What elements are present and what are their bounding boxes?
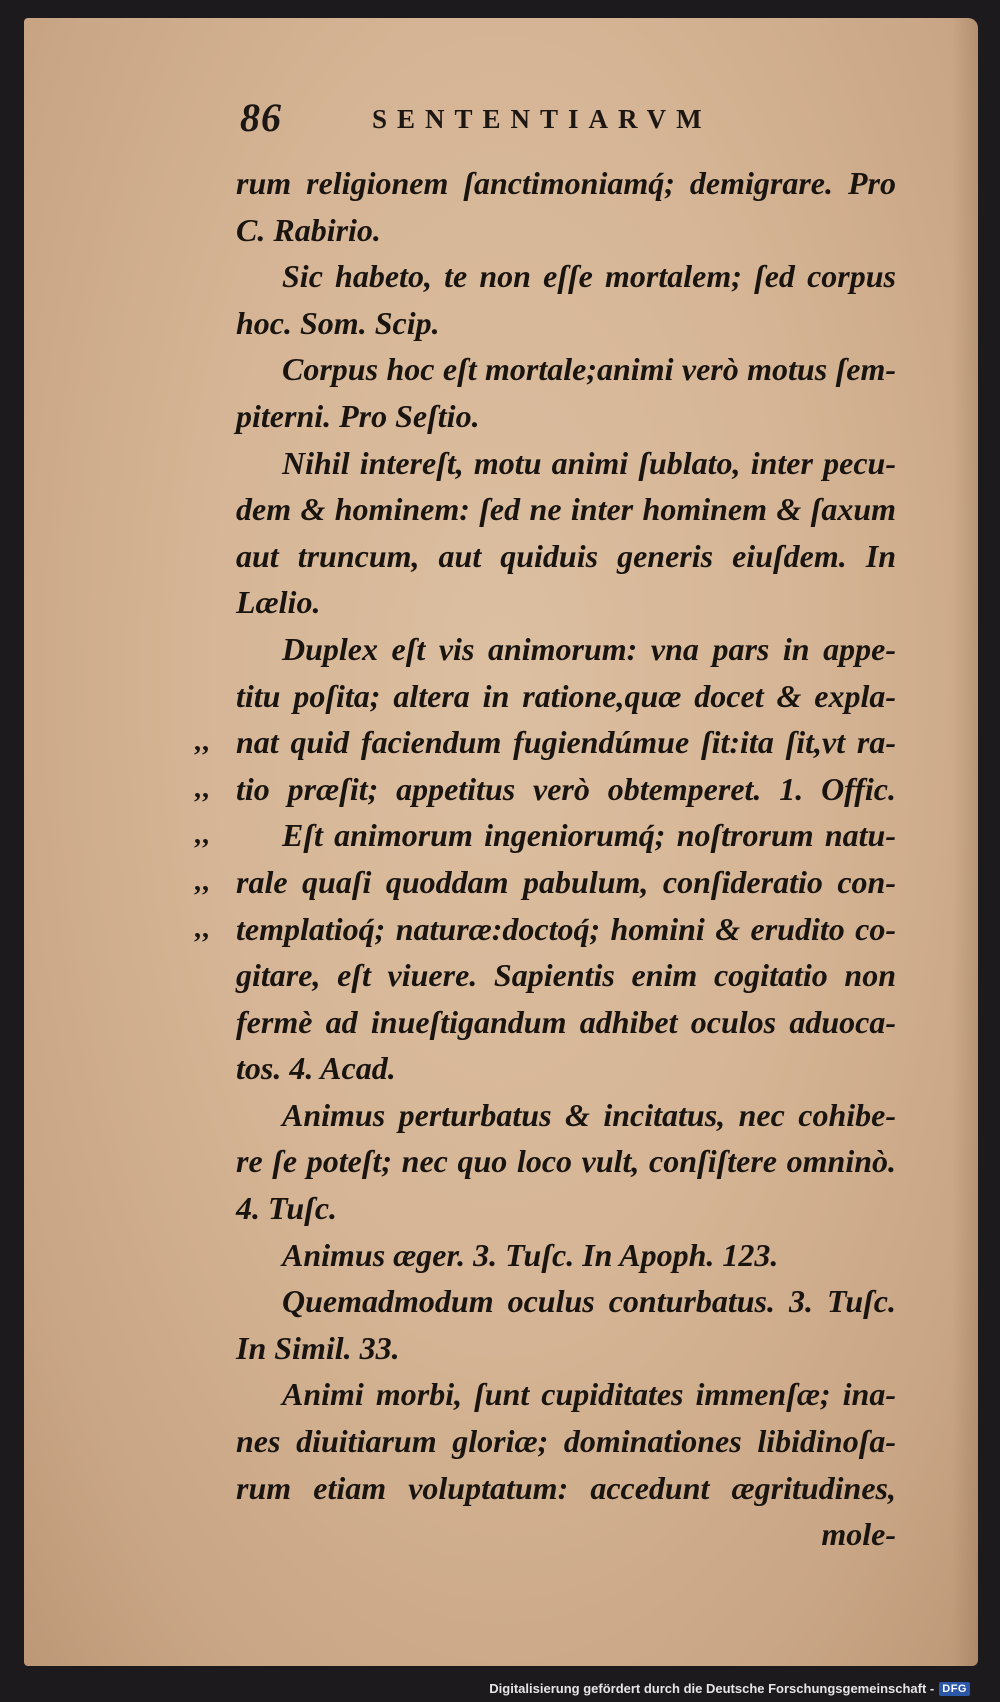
line-text: In Simil. 33. [236,1329,400,1366]
line-text: nes diuitiarum gloriæ; dominationes libidinoſa- [236,1423,896,1460]
text-line [236,1418,896,1465]
text-line [236,440,896,487]
line-text: Sic habeto, te non eſſe mortalem; ſed corpus [282,258,896,295]
text-block [194,160,896,1558]
line-text: mole- [821,1516,896,1553]
line-text: 4. Tuſc. [236,1190,338,1227]
line-text: gitare, eſt viuere. Sapientis enim cogitatio non [236,957,896,994]
text-line [194,812,896,859]
text-line [236,300,896,347]
line-text: Nihil intereſt, motu animi ſublato, inter pecu- [282,444,896,481]
line-text: Lælio. [236,584,321,621]
line-text: aut truncum, aut quiduis generis eiuſdem. In [236,537,896,574]
text-line [194,859,896,906]
margin-quote-mark: ,, [194,726,210,758]
line-text: titu poſita; altera in ratione,quæ docet & expla- [236,677,896,714]
line-text: hoc. Som. Scip. [236,304,440,341]
line-text: tos. 4. Acad. [236,1050,396,1087]
line-text: Eſt animorum ingeniorumq́; noſtrorum natu- [282,817,896,854]
text-line [236,999,896,1046]
line-text: Quemadmodum oculus conturbatus. 3. Tuſc. [282,1283,896,1320]
line-text: nat quid faciendum fugiendúmue ſit:ita ſit,vt ra- [236,724,896,761]
text-line [236,1185,896,1232]
text-line [194,719,896,766]
text-line [236,486,896,533]
page-header [240,90,880,148]
line-text: rale quaſi quoddam pabulum, conſideratio con- [236,863,896,900]
margin-quote-mark: ,, [194,819,210,851]
credit-text: Digitalisierung gefördert durch die Deutsche Forschungsgemeinschaft - [489,1681,935,1696]
text-line [236,626,896,673]
line-text: C. Rabirio. [236,211,381,248]
line-text: tio præſit; appetitus verò obtemperet. 1. Offic. [236,770,896,807]
text-line [236,393,896,440]
book-page [24,18,978,1666]
text-line [236,1325,896,1372]
text-line [194,906,896,953]
page-number: 86 [240,95,282,140]
text-line [236,1232,896,1279]
text-line [236,1092,896,1139]
text-line [236,253,896,300]
line-text: piterni. Pro Seſtio. [236,397,480,434]
line-text: fermè ad inueſtigandum adhibet oculos aduoca- [236,1003,896,1040]
text-line [236,1371,896,1418]
dfg-logo: DFG [939,1682,970,1696]
page-edge-shadow [952,18,978,1666]
text-line [236,1045,896,1092]
line-text: rum etiam voluptatum: accedunt ægritudines, [236,1469,896,1506]
text-line [236,533,896,580]
line-text: Corpus hoc eſt mortale;animi verò motus ſem- [282,351,896,388]
margin-quote-mark: ,, [194,912,210,944]
line-text: Duplex eſt vis animorum: vna pars in appe- [282,630,896,667]
text-line [236,1511,896,1558]
line-text: Animi morbi, ſunt cupiditates immenſæ; ina- [282,1376,896,1413]
running-title: SENTENTIARVM [372,104,712,134]
line-text: dem & hominem: ſed ne inter hominem & ſaxum [236,491,896,528]
text-line [236,579,896,626]
text-line [236,673,896,720]
text-line [236,1278,896,1325]
text-line [236,160,896,207]
text-line [236,346,896,393]
line-text: Animus perturbatus & incitatus, nec cohibe- [282,1096,896,1133]
margin-quote-mark: ,, [194,772,210,804]
text-line [236,952,896,999]
text-line [236,1138,896,1185]
line-text: re ſe poteſt; nec quo loco vult, conſiſtere omninò. [236,1143,896,1180]
line-text: templatioq́; naturæ:doctoq́; homini & erudito co- [236,910,896,947]
footer-credit [489,1681,970,1696]
text-line [194,766,896,813]
margin-quote-mark: ,, [194,865,210,897]
text-line [236,207,896,254]
line-text: rum religionem ſanctimoniamq́; demigrare. Pro [236,165,896,201]
line-text: Animus æger. 3. Tuſc. In Apoph. 123. [282,1236,779,1273]
text-line [236,1465,896,1512]
